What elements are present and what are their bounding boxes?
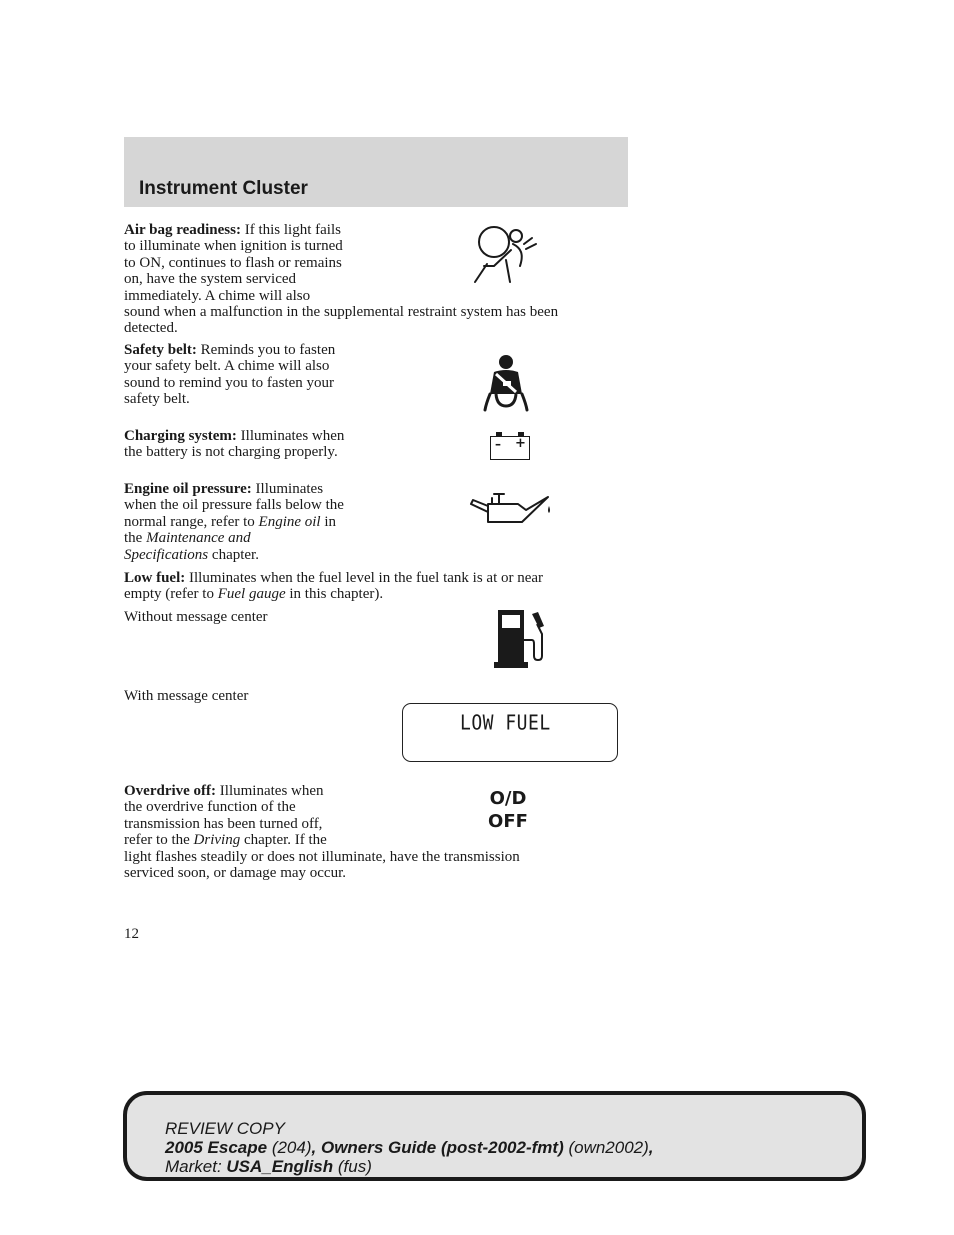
safety-belt-icon — [482, 354, 530, 412]
page-number: 12 — [124, 926, 139, 942]
overdrive-paragraph: Overdrive off: Illuminates when the overdrive function of the transmission has been turned off, refer to the Driving chapter. If the light flashes steadily or does not illuminate, have the transmission serviced soon, or damage may occur. — [124, 783, 520, 882]
oil-pressure-paragraph: Engine oil pressure: Illuminates when the oil pressure falls below the normal range, refer to Engine oil in the Maintenance and Specifications chapter. — [124, 481, 344, 563]
footer-market-info: Market: USA_English (fus) — [165, 1157, 372, 1176]
section-title: Instrument Cluster — [139, 178, 308, 199]
low-fuel-label: Low fuel: — [124, 570, 186, 586]
air-bag-label: Air bag readiness: — [124, 222, 241, 238]
battery-minus-symbol: – — [495, 437, 501, 451]
air-bag-paragraph: Air bag readiness: If this light fails to illuminate when ignition is turned to ON, continues to flash or remains on, have the system serviced immediately. A chime will also sound when a malfunction in the supplemental restraint system has been detected. — [124, 222, 559, 337]
review-copy-footer — [123, 1091, 866, 1181]
message-center-display — [402, 703, 618, 762]
charging-paragraph: Charging system: Illuminates when the battery is not charging properly. — [124, 428, 345, 461]
charging-label: Charging system: — [124, 428, 237, 444]
fuel-pump-icon — [492, 606, 550, 670]
overdrive-label: Overdrive off: — [124, 783, 217, 799]
low-fuel-paragraph: Low fuel: Illuminates when the fuel level in the fuel tank is at or near empty (refer to Fuel gauge in this chapter). — [124, 570, 544, 603]
safety-belt-label: Safety belt: — [124, 342, 197, 358]
section-header-band — [124, 137, 628, 207]
overdrive-off-indicator — [471, 787, 545, 833]
overdrive-indicator-line1: O/D — [489, 788, 527, 809]
overdrive-indicator-line2: OFF — [488, 811, 528, 832]
with-message-center-label: With message center — [124, 688, 249, 704]
oil-can-icon — [468, 490, 554, 526]
battery-icon — [490, 432, 530, 460]
low-fuel-message: LOW FUEL — [460, 711, 551, 736]
footer-review-copy: REVIEW COPY — [165, 1119, 285, 1138]
battery-plus-symbol: + — [515, 436, 526, 451]
oil-pressure-label: Engine oil pressure: — [124, 481, 252, 497]
air-bag-icon — [466, 222, 542, 286]
safety-belt-paragraph: Safety belt: Reminds you to fasten your safety belt. A chime will also sound to remind you to fasten your safety belt. — [124, 342, 336, 408]
footer-document-info: 2005 Escape (204), Owners Guide (post-2002-fmt) (own2002), — [165, 1138, 654, 1157]
without-message-center-label: Without message center — [124, 609, 268, 625]
